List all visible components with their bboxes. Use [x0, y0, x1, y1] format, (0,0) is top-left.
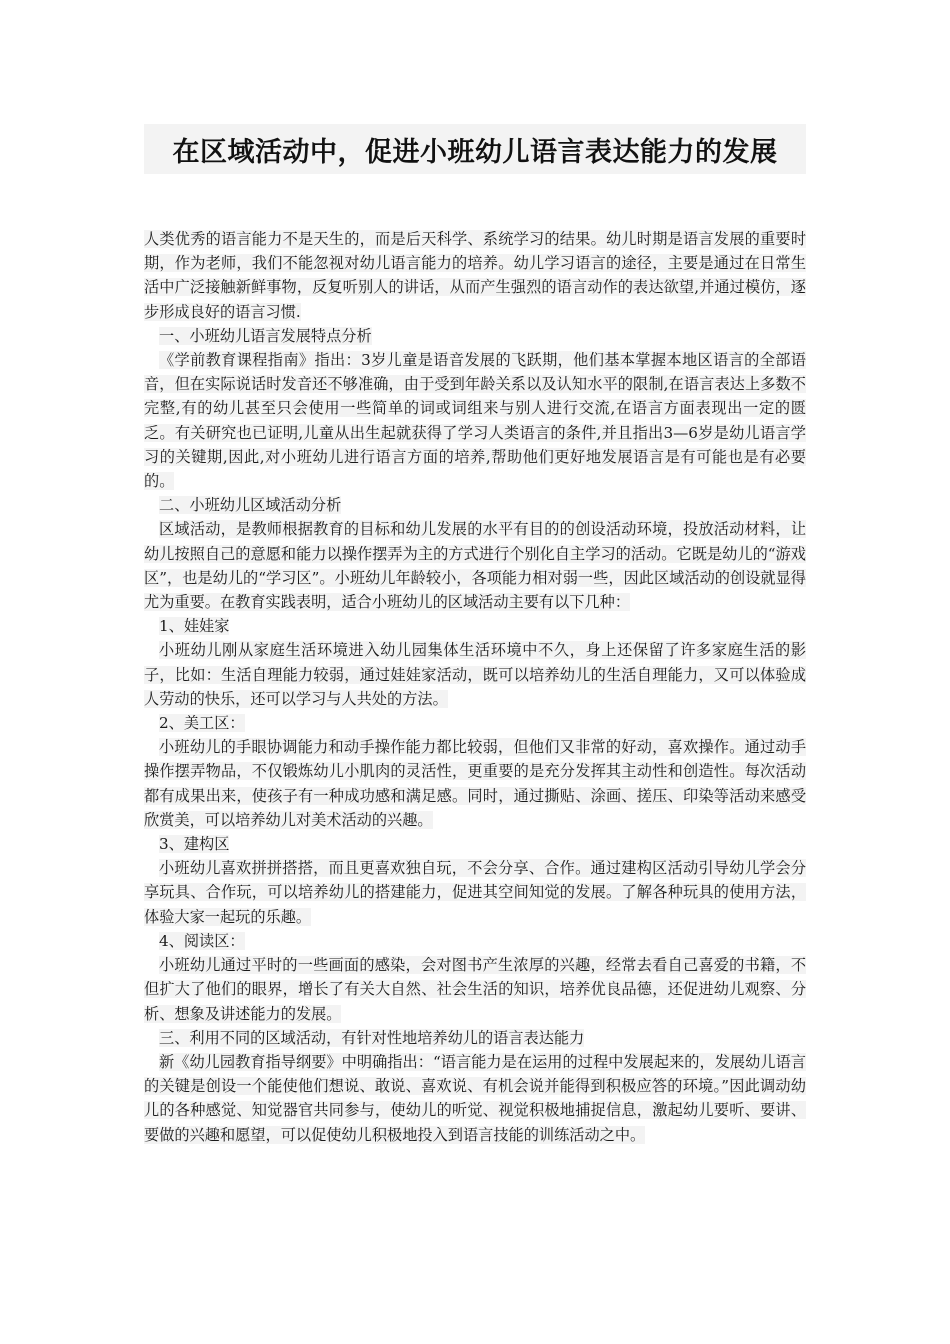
section-heading-2: 二、小班幼儿区域活动分析 — [159, 496, 342, 515]
subheading-2: 2、美工区： — [159, 714, 245, 733]
title-banner — [144, 124, 806, 174]
paragraph-4: 小班幼儿的手眼协调能力和动手操作能力都比较弱，但他们又非常的好动，喜欢操作。通过动手操作摆弄物品，不仅锻炼幼儿小肌肉的灵活性，更重要的是充分发挥其主动性和创造性。每次活动都有成果出来，使孩子有一种成功感和满足感。同时，通过撕贴、涂画、搓压、印染等活动来感受欣赏美，可以培养幼儿对美术活动的兴趣。 — [144, 738, 806, 829]
document-body — [144, 227, 806, 1147]
page-title: 在区域活动中，促进小班幼儿语言表达能力的发展 — [172, 136, 778, 168]
subheading-1: 1、娃娃家 — [159, 617, 230, 636]
paragraph-3: 小班幼儿刚从家庭生活环境进入幼儿园集体生活环境中不久，身上还保留了许多家庭生活的影子，比如：生活自理能力较弱，通过娃娃家活动，既可以培养幼儿的生活自理能力，又可以体验成人劳动的快乐，还可以学习与人共处的方法。 — [144, 641, 806, 708]
subheading-3: 3、建构区 — [159, 835, 230, 854]
intro-paragraph: 人类优秀的语言能力不是天生的，而是后天科学、系统学习的结果。幼儿时期是语言发展的重要时期，作为老师，我们不能忽视对幼儿语言能力的培养。幼儿学习语言的途径，主要是通过在日常生活中广泛接触新鲜事物，反复听别人的讲话，从而产生强烈的语言动作的表达欲望,并通过模仿，逐步形成良好的语言习惯. — [144, 230, 806, 321]
paragraph-1: 《学前教育课程指南》指出：3岁儿童是语音发展的飞跃期，他们基本掌握本地区语言的全部语音，但在实际说话时发音还不够准确，由于受到年龄关系以及认知水平的限制,在语言表达上多数不完整,有的幼儿甚至只会使用一些简单的词或词组来与别人进行交流,在语言方面表现出一定的匮乏。有关研究也已证明,儿童从出生起就获得了学习人类语言的条件,并且指出3—6岁是幼儿语言学习的关键期,因此,对小班幼儿进行语言方面的培养,帮助他们更好地发展语言是有可能也是有必要的。 — [144, 351, 806, 491]
section-heading-3: 三、利用不同的区域活动，有针对性地培养幼儿的语言表达能力 — [159, 1028, 585, 1047]
paragraph-6: 小班幼儿通过平时的一些画面的感染，会对图书产生浓厚的兴趣，经常去看自己喜爱的书籍，不但扩大了他们的眼界，增长了有关大自然、社会生活的知识，培养优良品德，还促进幼儿观察、分析、想象及讲述能力的发展。 — [144, 956, 806, 1023]
paragraph-7: 新《幼儿园教育指导纲要》中明确指出：“语言能力是在运用的过程中发展起来的，发展幼儿语言的关键是创设一个能使他们想说、敢说、喜欢说、有机会说并能得到积极应答的环境。”因此调动幼儿的各种感觉、知觉器官共同参与，使幼儿的听觉、视觉积极地捕捉信息，激起幼儿要听、要讲、要做的兴趣和愿望，可以促使幼儿积极地投入到语言技能的训练活动之中。 — [144, 1052, 806, 1144]
section-heading-1: 一、小班幼儿语言发展特点分析 — [159, 326, 372, 345]
paragraph-5: 小班幼儿喜欢拼拼搭搭，而且更喜欢独自玩，不会分享、合作。通过建构区活动引导幼儿学会分享玩具、合作玩，可以培养幼儿的搭建能力，促进其空间知觉的发展。了解各种玩具的使用方法，体验大家一起玩的乐趣。 — [144, 859, 806, 926]
paragraph-2: 区域活动，是教师根据教育的目标和幼儿发展的水平有目的的创设活动环境，投放活动材料，让幼儿按照自己的意愿和能力以操作摆弄为主的方式进行个别化自主学习的活动。它既是幼儿的“游戏区”，也是幼儿的“学习区”。小班幼儿年龄较小，各项能力相对弱一些，因此区域活动的创设就显得尤为重要。在教育实践表明，适合小班幼儿的区域活动主要有以下几种： — [144, 520, 806, 612]
subheading-4: 4、阅读区： — [159, 931, 245, 950]
